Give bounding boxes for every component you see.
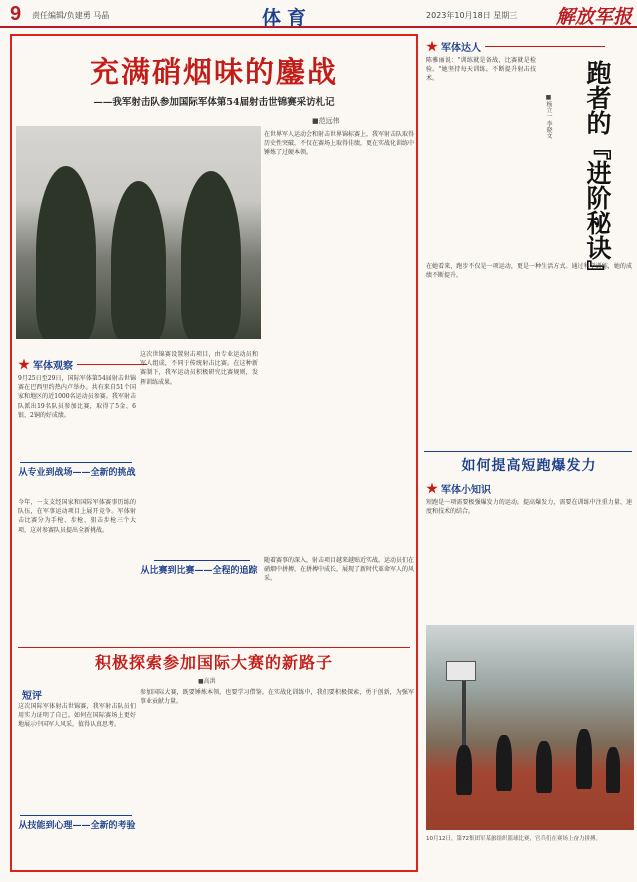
editor-line: 责任编辑/负建勇 马晶	[32, 11, 110, 20]
feature-subtitle: ——我军射击队参加国际军体第54届射击世锦赛采访札记	[93, 97, 335, 108]
star-icon	[18, 359, 30, 371]
commentary-col-a: 这次国际军体射击世锦赛，我军射击队员们用实力证明了自己。如何在国际赛场上更好地展示中国军人风采，值得认真思考。	[18, 703, 136, 729]
short-review-label: 短评	[22, 691, 42, 702]
masthead	[0, 0, 637, 28]
issue-date: 2023年10月18日 星期三	[426, 11, 518, 20]
feature-tag: 军体观察	[18, 354, 147, 369]
right-col-1: 陈雅丽说："训练就是备战，比赛就是检验。"她坚持每天训练，不断提升射击技术。	[426, 57, 536, 83]
subhead-2: 从技能到心理——全新的考验	[18, 821, 136, 831]
feature-byline: ■范远伟	[312, 117, 340, 125]
section-title: 体育	[262, 7, 313, 29]
shooters-photo	[16, 126, 261, 339]
subhead-3: 从比赛到比赛——全程的追踪	[140, 566, 258, 576]
subhead-1: 从专业到战场——全新的挑战	[18, 468, 136, 478]
feature-col-e: 随着赛事的深入，射击项目越来越贴近实战。运动员们在硝烟中拼搏，在拼搏中成长，展现了新时代革命军人的风采。	[264, 557, 414, 583]
sprint-title: 如何提高短跑爆发力	[461, 458, 597, 474]
right-tag-2: 军体小知识	[426, 478, 491, 493]
commentary-byline: ■高洪	[198, 678, 216, 685]
commentary-title: 积极探索参加国际大赛的新路子	[94, 653, 333, 672]
feature-title: 充满硝烟味的鏖战	[89, 55, 338, 89]
right-col-2: 在她看来，跑步不仅是一项运动，更是一种生活方式。通过科学训练，她的成绩不断提升。	[426, 263, 632, 280]
feature-col-a: 9月25日至29日，国际军体第54届射击世锦赛在巴西里约热内卢举办。共有来自51个国家和地区的近1000名运动员参赛。我军射击队派出19名队员参加比赛，取得了5金、6银、2铜的好成绩。	[18, 375, 136, 419]
feature-col-c: 这次世锦赛设置射击项目，由专业运动员和军人组成，不同于传统射击比赛。在这种新赛制下，我军运动员积极研究比赛规则，发挥训练成果。	[140, 351, 258, 386]
feature-col-b: 今年，一支支经国家和国际军体赛事历练的队伍，在军事运动项目上展开竞争。军体射击比赛分为手枪、步枪、狙击步枪三个大项，这对参赛队员提出全新挑战。	[18, 499, 136, 534]
basketball-caption: 10月12日，第72集团军某旅组织篮球比赛，官兵们在赛场上奋力拼搏。	[426, 836, 601, 842]
basketball-photo	[426, 625, 634, 830]
star-icon	[426, 41, 438, 53]
runner-byline: ■杨立一 李晓文	[545, 94, 552, 139]
feature-article	[10, 34, 418, 872]
newspaper-logo: 解放军报	[556, 6, 633, 28]
star-icon	[426, 483, 438, 495]
runner-title: 跑者的『进阶秘诀』	[583, 60, 612, 285]
feature-col-d: 在世界军人运动会和射击世界锦标赛上，我军射击队取得历史性突破，不仅在赛场上取得佳绩，更在实战化训练中锤炼了过硬本领。	[264, 131, 414, 157]
right-tag-1: 军体达人	[426, 36, 605, 51]
page-number: 9	[10, 3, 22, 25]
commentary-col-b: 参加国际大赛，既要锤炼本领，也要学习借鉴。在实战化训练中，我们要积极探索，勇于创新，为强军事业贡献力量。	[140, 689, 414, 706]
right-col-3: 短跑是一项需要极强爆发力的运动。提高爆发力，需要在训练中注重力量、速度和技术的结合。	[426, 499, 632, 516]
